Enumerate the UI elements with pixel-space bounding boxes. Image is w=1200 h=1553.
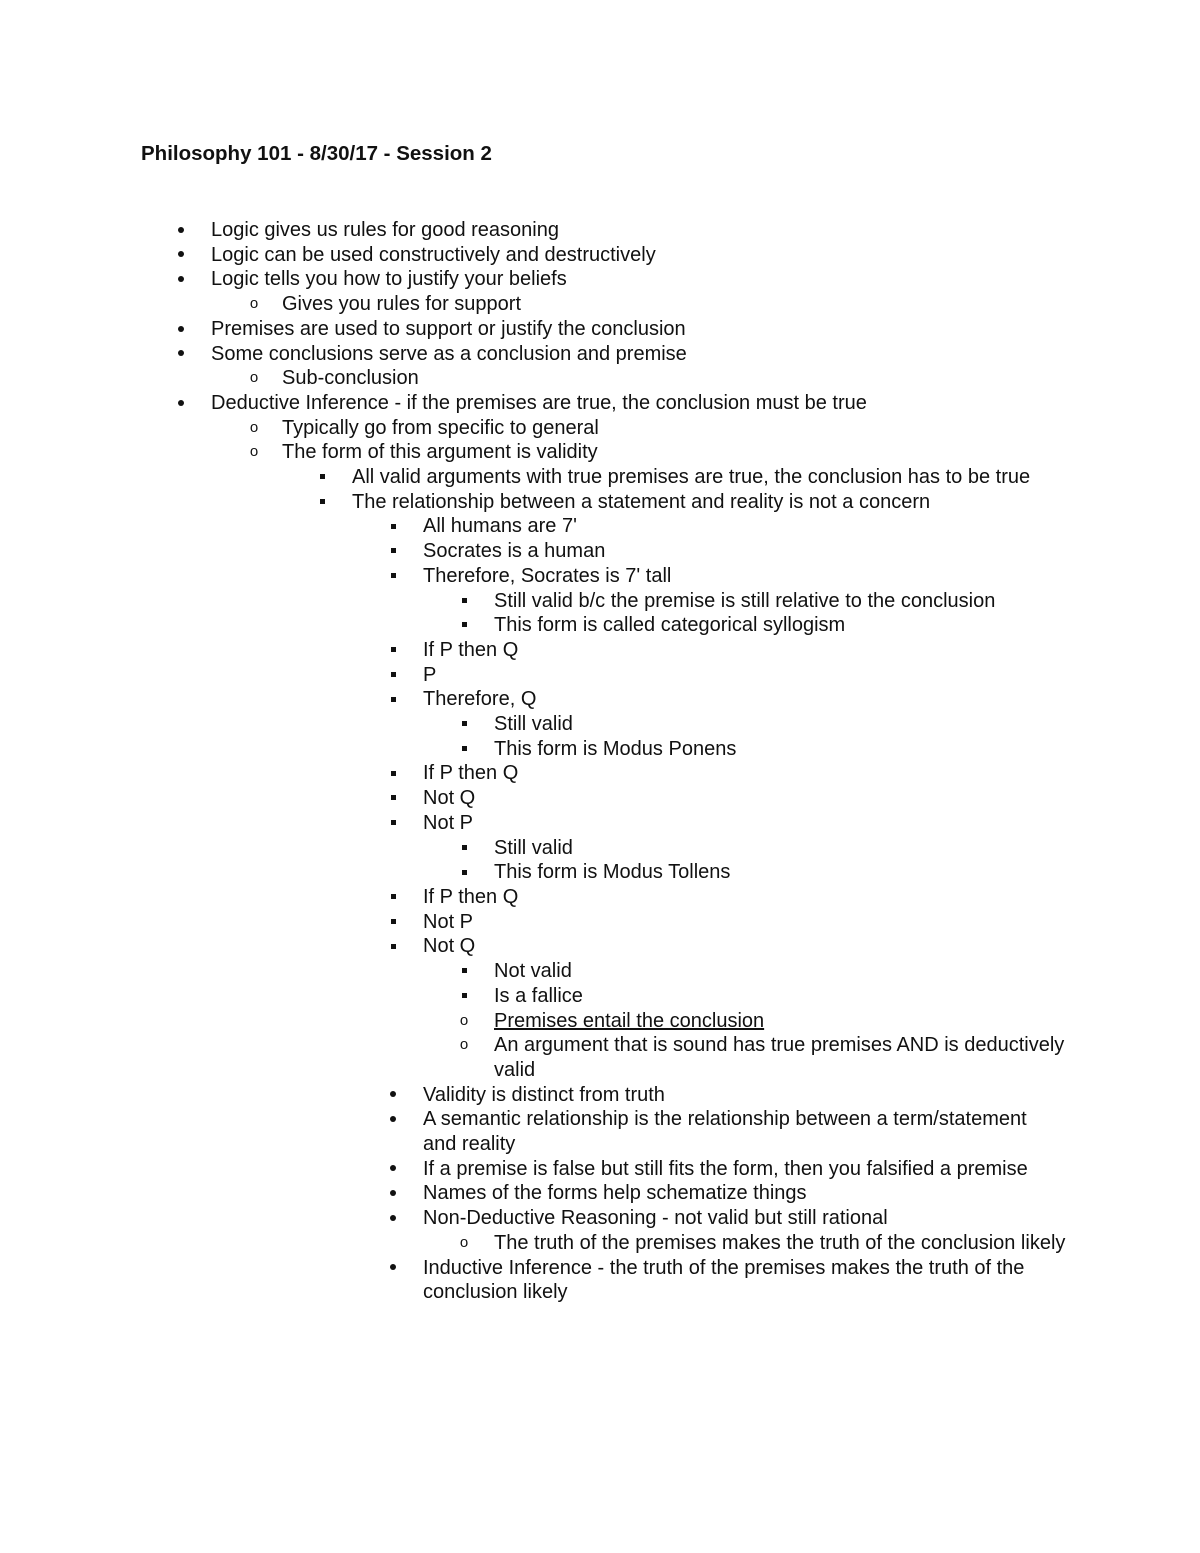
square-bullet-icon xyxy=(312,490,332,515)
list-item xyxy=(0,243,1200,268)
list-item-text: P xyxy=(423,663,437,686)
list-item-text: Names of the forms help schematize things xyxy=(423,1182,807,1205)
list-item xyxy=(0,613,1200,638)
square-bullet-icon xyxy=(383,761,403,786)
list-item-text: Logic gives us rules for good reasoning xyxy=(211,219,559,241)
list-item xyxy=(0,391,1200,416)
list-item xyxy=(0,786,1200,811)
disc-bullet-icon xyxy=(171,391,191,416)
square-bullet-icon xyxy=(383,934,403,959)
list-item-text: Socrates is a human xyxy=(423,540,606,563)
list-item-text: Typically go from specific to general xyxy=(282,416,599,439)
list-item-text: Still valid xyxy=(494,836,573,859)
list-item xyxy=(0,317,1200,342)
list-item xyxy=(0,934,1200,959)
list-item xyxy=(0,292,1200,317)
disc-bullet-icon xyxy=(383,1256,403,1281)
list-item xyxy=(0,564,1200,589)
list-item-text: The relationship between a statement and reality is not a concern xyxy=(352,490,931,513)
disc-bullet-icon xyxy=(171,342,191,367)
disc-bullet-icon xyxy=(383,1181,403,1206)
list-item-text: Gives you rules for support xyxy=(282,293,521,316)
list-item-text: Still valid xyxy=(494,713,573,736)
list-item-text: If P then Q xyxy=(423,762,519,785)
list-item xyxy=(0,1256,1200,1305)
list-item xyxy=(0,1083,1200,1108)
disc-bullet-icon xyxy=(171,243,191,268)
list-item-text: Deductive Inference - if the premises are true, the conclusion must be true xyxy=(211,391,867,414)
square-bullet-icon xyxy=(454,712,474,737)
square-bullet-icon xyxy=(383,786,403,811)
list-item-text: Sub-conclusion xyxy=(282,367,419,390)
list-item xyxy=(0,589,1200,614)
list-item-text: Logic tells you how to justify your beliefs xyxy=(211,268,567,291)
disc-bullet-icon xyxy=(383,1206,403,1231)
list-item xyxy=(0,1009,1200,1034)
list-item-text: Logic can be used constructively and destructively xyxy=(211,243,656,266)
list-item xyxy=(0,539,1200,564)
square-bullet-icon xyxy=(383,564,403,589)
list-item xyxy=(0,984,1200,1009)
list-item-text: If P then Q xyxy=(423,638,519,661)
list-item-text: Premises entail the conclusion xyxy=(494,1009,765,1032)
list-item-text: Premises are used to support or justify the conclusion xyxy=(211,317,686,340)
list-item xyxy=(0,836,1200,861)
square-bullet-icon xyxy=(383,910,403,935)
square-bullet-icon xyxy=(383,514,403,539)
list-item-text: This form is Modus Tollens xyxy=(494,861,731,884)
circle-bullet-icon: o xyxy=(249,418,259,436)
circle-bullet-icon: o xyxy=(459,1011,469,1029)
list-item-text: All valid arguments with true premises are true, the conclusion has to be true xyxy=(352,466,1031,489)
square-bullet-icon xyxy=(383,638,403,663)
square-bullet-icon xyxy=(383,687,403,712)
square-bullet-icon xyxy=(454,737,474,762)
list-item xyxy=(0,910,1200,935)
list-item-text: Validity is distinct from truth xyxy=(423,1083,665,1106)
list-item-text: This form is called categorical syllogism xyxy=(494,614,846,637)
list-item-text: Not valid xyxy=(494,960,572,983)
list-item xyxy=(0,342,1200,367)
list-item xyxy=(0,218,1200,243)
list-item xyxy=(0,1107,1200,1156)
square-bullet-icon xyxy=(454,860,474,885)
square-bullet-icon xyxy=(383,885,403,910)
disc-bullet-icon xyxy=(171,317,191,342)
list-item xyxy=(0,267,1200,292)
square-bullet-icon xyxy=(454,984,474,1009)
list-item-text: Inductive Inference - the truth of the premises makes the truth of the conclusion likely xyxy=(423,1256,1025,1304)
list-item-text: Not P xyxy=(423,910,474,933)
page-title: Philosophy 101 - 8/30/17 - Session 2 xyxy=(141,142,492,165)
list-item xyxy=(0,490,1200,515)
list-item xyxy=(0,811,1200,836)
list-item xyxy=(0,1033,1200,1082)
square-bullet-icon xyxy=(383,663,403,688)
list-item-text: Not Q xyxy=(423,787,476,810)
list-item xyxy=(0,1181,1200,1206)
list-item-text: Therefore, Socrates is 7' tall xyxy=(423,564,672,587)
list-item xyxy=(0,959,1200,984)
list-item xyxy=(0,663,1200,688)
list-item xyxy=(0,860,1200,885)
disc-bullet-icon xyxy=(383,1157,403,1182)
list-item-text: The truth of the premises makes the truth of the conclusion likely xyxy=(494,1231,1066,1254)
disc-bullet-icon xyxy=(171,218,191,243)
list-item xyxy=(0,1231,1200,1256)
disc-bullet-icon xyxy=(383,1083,403,1108)
list-item xyxy=(0,465,1200,490)
circle-bullet-icon: o xyxy=(459,1233,469,1251)
disc-bullet-icon xyxy=(171,267,191,292)
list-item xyxy=(0,366,1200,391)
list-item xyxy=(0,737,1200,762)
disc-bullet-icon xyxy=(383,1107,403,1132)
list-item-text: Non-Deductive Reasoning - not valid but still rational xyxy=(423,1207,888,1230)
square-bullet-icon xyxy=(312,465,332,490)
square-bullet-icon xyxy=(454,959,474,984)
square-bullet-icon xyxy=(454,613,474,638)
square-bullet-icon xyxy=(383,811,403,836)
circle-bullet-icon: o xyxy=(249,443,259,461)
list-item xyxy=(0,638,1200,663)
list-item-text: Not Q xyxy=(423,935,476,958)
list-item xyxy=(0,885,1200,910)
square-bullet-icon xyxy=(454,836,474,861)
circle-bullet-icon: o xyxy=(249,369,259,387)
notes-list xyxy=(0,218,1200,1305)
list-item-text: Therefore, Q xyxy=(423,688,537,711)
square-bullet-icon xyxy=(383,539,403,564)
list-item-text: A semantic relationship is the relationship between a term/statement and reality xyxy=(423,1108,1027,1156)
list-item xyxy=(0,687,1200,712)
list-item xyxy=(0,440,1200,465)
list-item-text: If P then Q xyxy=(423,885,519,908)
square-bullet-icon xyxy=(454,589,474,614)
list-item-text: This form is Modus Ponens xyxy=(494,737,737,760)
list-item-text: Is a fallice xyxy=(494,984,583,1007)
list-item-text: Not P xyxy=(423,811,474,834)
list-item-text: If a premise is false but still fits the form, then you falsified a premise xyxy=(423,1157,1028,1180)
list-item xyxy=(0,1157,1200,1182)
list-item-text: Some conclusions serve as a conclusion and premise xyxy=(211,342,687,365)
list-item-text: An argument that is sound has true premises AND is deductively valid xyxy=(494,1034,1065,1081)
circle-bullet-icon: o xyxy=(249,295,259,313)
list-item xyxy=(0,1206,1200,1231)
list-item-text: Still valid b/c the premise is still relative to the conclusion xyxy=(494,589,996,612)
list-item-text: The form of this argument is validity xyxy=(282,441,598,464)
list-item xyxy=(0,416,1200,441)
list-item xyxy=(0,514,1200,539)
list-item-text: All humans are 7' xyxy=(423,515,577,538)
list-item xyxy=(0,712,1200,737)
list-item xyxy=(0,761,1200,786)
circle-bullet-icon: o xyxy=(459,1036,469,1054)
